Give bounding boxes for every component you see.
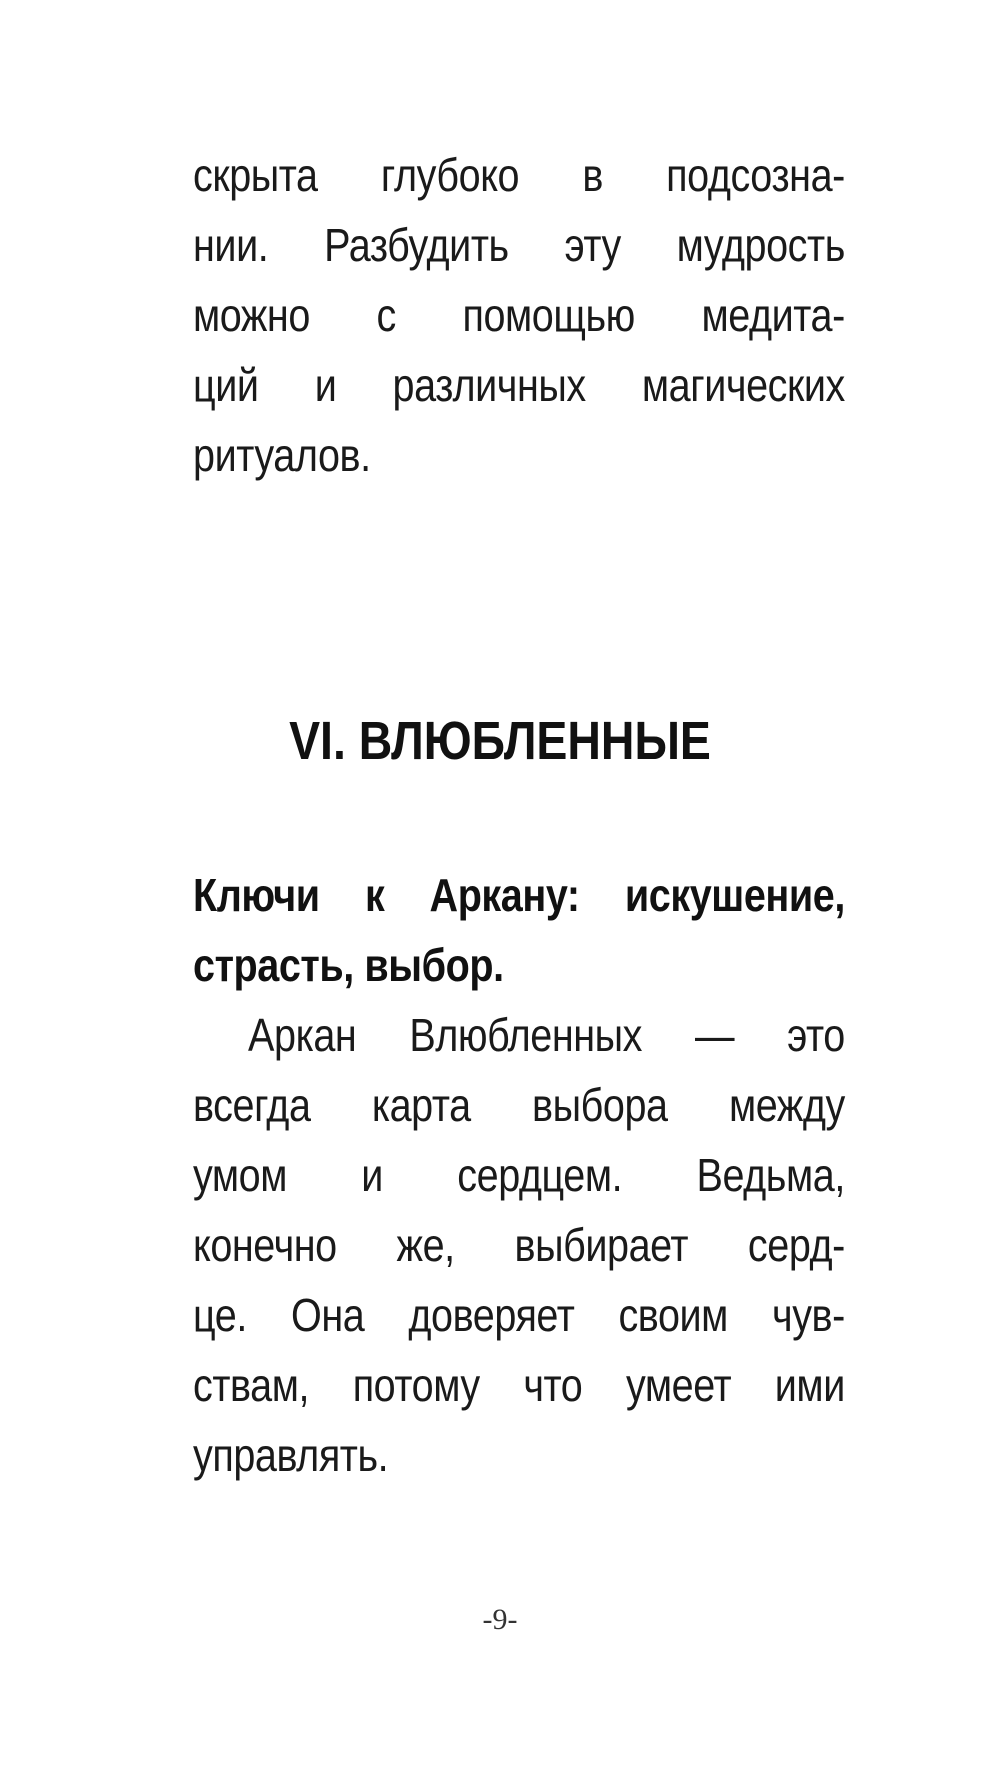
text-line: це. Она доверяет своим чув- — [193, 1289, 845, 1341]
text-line: Аркан Влюбленных — это — [248, 1009, 845, 1061]
keys-line: страсть, выбор. — [193, 939, 504, 991]
text-line: управлять. — [193, 1429, 389, 1481]
body-paragraph — [193, 1000, 845, 1490]
text-line: ствам, потому что умеет ими — [193, 1359, 845, 1411]
arcana-keys — [193, 860, 845, 1000]
page-number: -9- — [482, 1603, 518, 1636]
text-line: умом и сердцем. Ведьма, — [193, 1149, 845, 1201]
text-line: нии. Разбудить эту мудрость — [193, 219, 845, 271]
text-line: конечно же, выбирает серд- — [193, 1219, 845, 1271]
text-line: можно с помощью медита- — [193, 289, 845, 341]
keys-line: Ключи к Аркану: искушение, — [193, 869, 845, 921]
section-heading: VI. ВЛЮБЛЕННЫЕ — [289, 711, 711, 771]
intro-paragraph — [193, 140, 845, 490]
text-line: скрыта глубоко в подсозна- — [193, 149, 845, 201]
text-line: ций и различных магических — [193, 359, 845, 411]
text-line: ритуалов. — [193, 429, 371, 481]
text-line: всегда карта выбора между — [193, 1079, 845, 1131]
